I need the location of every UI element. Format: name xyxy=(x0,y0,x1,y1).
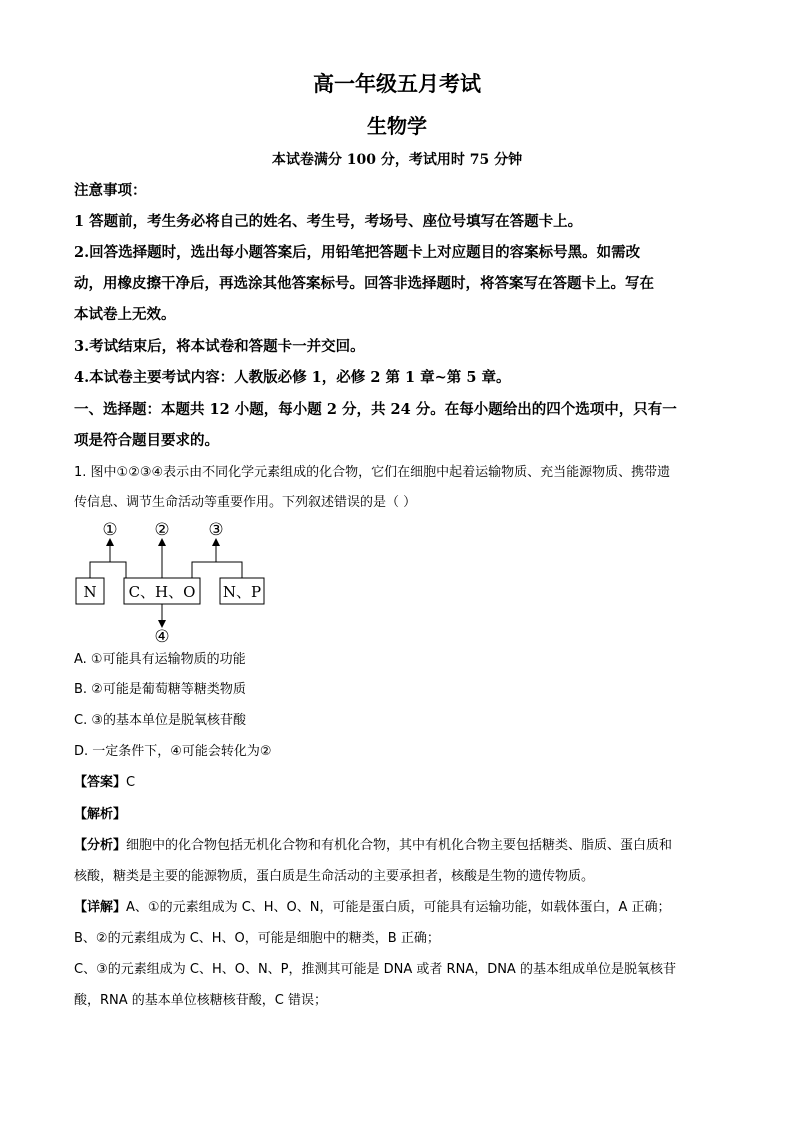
fenxi-tag: 【分析】 xyxy=(74,838,127,853)
note-line: 4.本试卷主要考试内容：人教版必修 1，必修 2 第 1 章~第 5 章。 xyxy=(74,369,511,386)
xiangjie-line: C、③的元素组成为 C、H、O、N、P，推测其可能是 DNA 或者 RNA，DNA 的基本组成单位是脱氧核苷 xyxy=(74,962,676,977)
diagram-box-np-label: N、P xyxy=(222,583,262,601)
option-c: C. ③的基本单位是脱氧核苷酸 xyxy=(74,713,246,728)
diagram-box-chomega-label: C、H、O xyxy=(128,583,196,601)
xiangjie-tag: 【详解】 xyxy=(74,900,127,915)
notes-heading: 注意事项： xyxy=(74,182,147,199)
note-line: 动，用橡皮擦干净后，再选涂其他答案标号。回答非选择题时，将答案写在答题卡上。写在 xyxy=(74,275,654,292)
option-a: A. ①可能具有运输物质的功能 xyxy=(74,652,246,667)
exam-title: 高一年级五月考试 xyxy=(313,71,481,96)
answer-value: C xyxy=(126,775,136,790)
section-heading: 一、选择题：本题共 12 小题，每小题 2 分，共 24 分。在每小题给出的四个选项中，只有一 xyxy=(74,401,677,418)
note-line: 1 答题前，考生务必将自己的姓名、考生号，考场号、座位号填写在答题卡上。 xyxy=(74,213,583,230)
section-heading: 项是符合题目要求的。 xyxy=(74,432,219,449)
question-stem: 传信息、调节生命活动等重要作用。下列叙述错误的是（ ） xyxy=(74,495,417,510)
xiangjie-line: 酸，RNA 的基本单位核糖核苷酸，C 错误； xyxy=(74,993,327,1008)
exam-subtitle: 本试卷满分 100 分，考试用时 75 分钟 xyxy=(271,152,523,168)
diagram-label-1: ① xyxy=(102,520,118,540)
option-b: B. ②可能是葡萄糖等糖类物质 xyxy=(74,682,246,697)
fenxi-line xyxy=(74,836,724,856)
diagram-label-4: ④ xyxy=(154,627,170,645)
diagram-label-2: ② xyxy=(154,520,170,540)
question-stem: 1. 图中①②③④表示由不同化学元素组成的化合物，它们在细胞中起着运输物质、充当能源物质、携带遗 xyxy=(74,465,671,480)
fenxi-text: 细胞中的化合物包括无机化合物和有机化合物，其中有机化合物主要包括糖类、脂质、蛋白质和 xyxy=(126,838,673,853)
element-composition-diagram xyxy=(74,520,274,645)
analysis-tag: 【解析】 xyxy=(74,807,127,822)
fenxi-line: 核酸，糖类是主要的能源物质，蛋白质是生命活动的主要承担者，核酸是生物的遗传物质。 xyxy=(74,869,595,884)
diagram-box-n-label: N xyxy=(83,583,97,601)
diagram-connector-3 xyxy=(192,562,242,578)
note-line: 2.回答选择题时，选出每小题答案后，用铅笔把答题卡上对应题目的容案标号黑。如需改 xyxy=(74,244,641,261)
answer-tag: 【答案】 xyxy=(74,775,127,790)
subject-title: 生物学 xyxy=(367,114,427,138)
xiangjie-text: A、①的元素组成为 C、H、O、N，可能是蛋白质，可能具有运输功能，如载体蛋白，A 正确； xyxy=(126,900,671,915)
diagram-connector-1 xyxy=(90,562,126,578)
xiangjie-line xyxy=(74,898,724,918)
note-line: 3.考试结束后，将本试卷和答题卡一并交回。 xyxy=(74,338,365,355)
option-d: D. 一定条件下，④可能会转化为② xyxy=(74,744,272,759)
xiangjie-line: B、②的元素组成为 C、H、O，可能是细胞中的糖类，B 正确； xyxy=(74,931,440,946)
note-line: 本试卷上无效。 xyxy=(74,306,176,323)
analysis-line xyxy=(74,805,724,825)
diagram-label-3: ③ xyxy=(208,520,224,540)
answer-line xyxy=(74,773,724,793)
